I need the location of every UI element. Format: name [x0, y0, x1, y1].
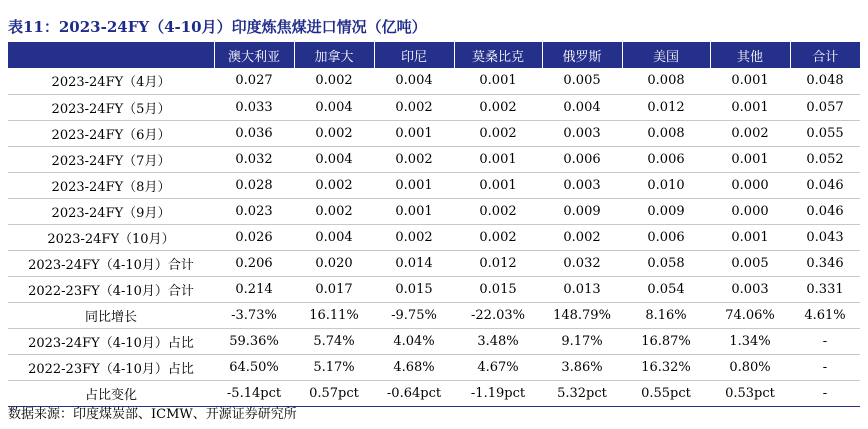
table-cell: 0.002 [294, 198, 374, 224]
row-label: 2023-24FY（9月） [8, 198, 214, 224]
table-cell: 74.06% [710, 302, 790, 328]
table-cell: 0.033 [214, 94, 294, 120]
table-cell: 16.87% [622, 328, 710, 354]
row-label: 2023-24FY（8月） [8, 172, 214, 198]
table-cell: 0.001 [374, 120, 454, 146]
table-row [8, 354, 860, 380]
table-row [8, 172, 860, 198]
table-cell: 0.000 [710, 172, 790, 198]
table-cell: 4.61% [790, 302, 860, 328]
table-cell: 8.16% [622, 302, 710, 328]
table-cell: -5.14pct [214, 380, 294, 406]
row-label: 2023-24FY（7月） [8, 146, 214, 172]
table-cell: 0.002 [454, 94, 542, 120]
table-row [8, 302, 860, 328]
table-cell: 0.005 [542, 68, 622, 94]
row-label: 同比增长 [8, 302, 214, 328]
table-cell: -3.73% [214, 302, 294, 328]
table-cell: -1.19pct [454, 380, 542, 406]
table-cell: 0.001 [710, 224, 790, 250]
column-header: 合计 [790, 42, 860, 68]
table-cell: 0.001 [374, 172, 454, 198]
table-cell: 0.002 [374, 224, 454, 250]
table-cell: 0.001 [710, 68, 790, 94]
table-row [8, 276, 860, 302]
table-cell: 0.55pct [622, 380, 710, 406]
table-cell: 0.002 [454, 120, 542, 146]
column-header: 莫桑比克 [454, 42, 542, 68]
table-title: 表11：2023-24FY（4-10月）印度炼焦煤进口情况（亿吨） [8, 18, 427, 36]
table-cell: 0.032 [214, 146, 294, 172]
column-header: 俄罗斯 [542, 42, 622, 68]
table-cell: 148.79% [542, 302, 622, 328]
table-cell: 0.058 [622, 250, 710, 276]
table-cell: 5.17% [294, 354, 374, 380]
table-row [8, 198, 860, 224]
table-cell: 0.002 [294, 172, 374, 198]
table-cell: -0.64pct [374, 380, 454, 406]
row-label: 2022-23FY（4-10月）合计 [8, 276, 214, 302]
header-row [8, 42, 860, 68]
table-cell: 0.032 [542, 250, 622, 276]
source-note: 数据来源：印度煤炭部、ICMW、开源证券研究所 [8, 407, 297, 422]
row-label: 2022-23FY（4-10月）占比 [8, 354, 214, 380]
table-cell: 0.052 [790, 146, 860, 172]
table-cell: 0.001 [454, 68, 542, 94]
table-cell: 0.80% [710, 354, 790, 380]
table-cell: 0.002 [294, 120, 374, 146]
table-row [8, 120, 860, 146]
table-cell: 0.020 [294, 250, 374, 276]
table-cell: 0.012 [454, 250, 542, 276]
table-cell: 0.006 [622, 224, 710, 250]
table-cell: 0.53pct [710, 380, 790, 406]
table-row [8, 250, 860, 276]
import-table [8, 42, 860, 407]
table-cell: 0.046 [790, 172, 860, 198]
table-cell: 0.001 [454, 172, 542, 198]
row-label: 2023-24FY（4月） [8, 68, 214, 94]
table-row [8, 380, 860, 406]
row-label: 2023-24FY（6月） [8, 120, 214, 146]
table-cell: 0.001 [374, 198, 454, 224]
table-cell: 0.002 [294, 68, 374, 94]
table-cell: 0.346 [790, 250, 860, 276]
table-cell: 0.017 [294, 276, 374, 302]
row-label: 2023-24FY（5月） [8, 94, 214, 120]
table-cell: 0.028 [214, 172, 294, 198]
table-cell: 0.006 [622, 146, 710, 172]
table-cell: 0.004 [294, 146, 374, 172]
table-cell: - [790, 354, 860, 380]
table-cell: 0.002 [374, 146, 454, 172]
table-cell: 0.004 [294, 94, 374, 120]
table-row [8, 146, 860, 172]
table-cell: - [790, 380, 860, 406]
table-cell: 0.002 [374, 94, 454, 120]
table-cell: - [790, 328, 860, 354]
table-cell: 0.000 [710, 198, 790, 224]
table-cell: 0.015 [374, 276, 454, 302]
table-row [8, 224, 860, 250]
row-label: 2023-24FY（4-10月）合计 [8, 250, 214, 276]
column-header: 美国 [622, 42, 710, 68]
table-cell: 0.057 [790, 94, 860, 120]
column-header: 澳大利亚 [214, 42, 294, 68]
table-cell: 0.013 [542, 276, 622, 302]
table-cell: 9.17% [542, 328, 622, 354]
table-cell: 0.036 [214, 120, 294, 146]
table-row [8, 328, 860, 354]
table-cell: 0.043 [790, 224, 860, 250]
table-cell: 1.34% [710, 328, 790, 354]
table-cell: 0.002 [454, 224, 542, 250]
table-cell: 0.023 [214, 198, 294, 224]
row-label: 占比变化 [8, 380, 214, 406]
table-cell: 0.009 [622, 198, 710, 224]
table-cell: 16.11% [294, 302, 374, 328]
table-cell: 0.002 [454, 198, 542, 224]
table-cell: 0.001 [454, 146, 542, 172]
table-cell: 0.003 [710, 276, 790, 302]
table-cell: 4.68% [374, 354, 454, 380]
table-cell: 3.86% [542, 354, 622, 380]
table-cell: 0.009 [542, 198, 622, 224]
table-cell: 0.004 [542, 94, 622, 120]
table-cell: 0.008 [622, 68, 710, 94]
table-cell: 0.002 [542, 224, 622, 250]
table-cell: 0.331 [790, 276, 860, 302]
table-cell: 0.046 [790, 198, 860, 224]
table-cell: 5.74% [294, 328, 374, 354]
table-cell: 0.054 [622, 276, 710, 302]
table-cell: 16.32% [622, 354, 710, 380]
table-row [8, 94, 860, 120]
table-cell: 0.001 [710, 94, 790, 120]
table-cell: 0.003 [542, 172, 622, 198]
table-cell: 5.32pct [542, 380, 622, 406]
table-cell: 64.50% [214, 354, 294, 380]
column-header [8, 42, 214, 68]
table-cell: 0.012 [622, 94, 710, 120]
table-cell: 4.04% [374, 328, 454, 354]
table-cell: 59.36% [214, 328, 294, 354]
table-cell: 0.027 [214, 68, 294, 94]
table-cell: 0.001 [710, 146, 790, 172]
table-cell: -22.03% [454, 302, 542, 328]
table-cell: 0.015 [454, 276, 542, 302]
table-body [8, 68, 860, 406]
table-cell: 4.67% [454, 354, 542, 380]
table-cell: 0.008 [622, 120, 710, 146]
table-cell: -9.75% [374, 302, 454, 328]
table-cell: 0.055 [790, 120, 860, 146]
table-row [8, 68, 860, 94]
row-label: 2023-24FY（10月） [8, 224, 214, 250]
table-cell: 0.014 [374, 250, 454, 276]
table-cell: 0.010 [622, 172, 710, 198]
table-cell: 0.206 [214, 250, 294, 276]
table-cell: 3.48% [454, 328, 542, 354]
column-header: 印尼 [374, 42, 454, 68]
table-cell: 0.026 [214, 224, 294, 250]
row-label: 2023-24FY（4-10月）占比 [8, 328, 214, 354]
table-cell: 0.006 [542, 146, 622, 172]
table-cell: 0.048 [790, 68, 860, 94]
column-header: 其他 [710, 42, 790, 68]
table-cell: 0.57pct [294, 380, 374, 406]
table-cell: 0.005 [710, 250, 790, 276]
table-cell: 0.003 [542, 120, 622, 146]
table-cell: 0.002 [710, 120, 790, 146]
column-header: 加拿大 [294, 42, 374, 68]
table-cell: 0.214 [214, 276, 294, 302]
table-cell: 0.004 [294, 224, 374, 250]
table-cell: 0.004 [374, 68, 454, 94]
